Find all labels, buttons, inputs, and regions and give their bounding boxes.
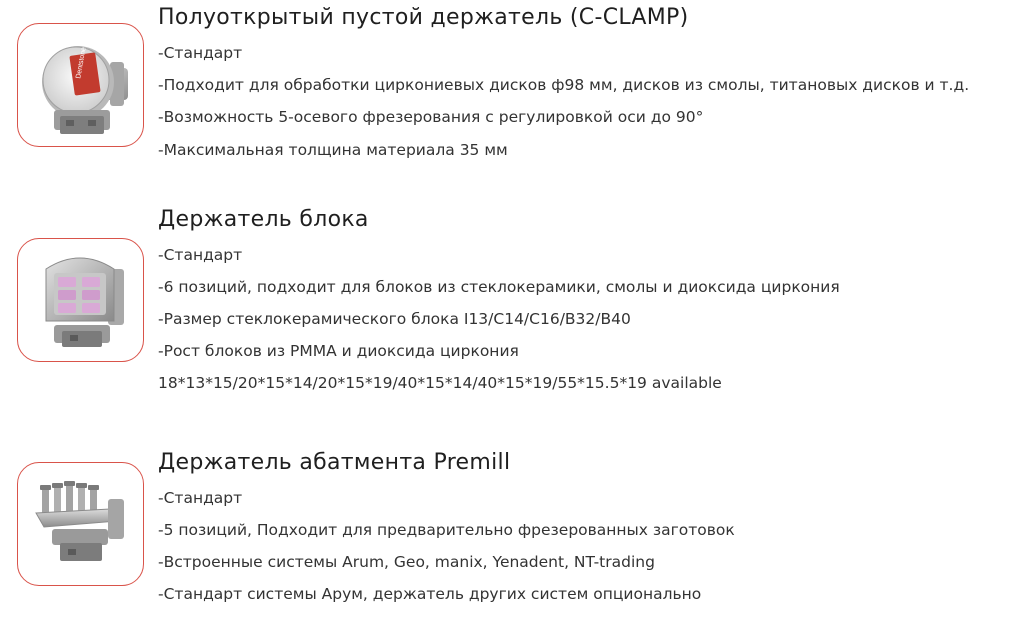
spec-line: -Рост блоков из PMMA и диоксида циркония [158,342,519,360]
block-holder-illustration [18,239,142,360]
spec-line: -Размер стеклокерамического блока I13/C14/C16/B32/B40 [158,310,631,328]
disc-label: Dentstone [75,46,88,80]
spec-line: 18*13*15/20*15*14/20*15*19/40*15*14/40*15*19/55*15.5*19 available [158,374,722,392]
premill-holder-image [17,462,144,586]
spec-line: -Максимальная толщина материала 35 мм [158,141,508,159]
c-clamp-holder-image [17,23,144,147]
product-title: Держатель блока [158,207,369,232]
spec-line: -5 позиций, Подходит для предварительно фрезерованных заготовок [158,521,735,539]
c-clamp-illustration [18,24,142,145]
premill-holder-illustration [18,463,142,584]
spec-line: -Стандарт [158,246,243,264]
spec-line: -Стандарт [158,44,243,62]
spec-line: -Подходит для обработки циркониевых дисков ф98 мм, дисков из смолы, титановых дисков и т.д. [158,76,970,94]
spec-line: -Стандарт системы Арум, держатель других систем опционально [158,585,702,603]
spec-line: -Стандарт [158,489,243,507]
spec-line: -Встроенные системы Arum, Geo, manix, Yenadent, NT-trading [158,553,655,571]
product-title: Полуоткрытый пустой держатель (C-CLAMP) [158,5,689,30]
spec-line: -6 позиций, подходит для блоков из стеклокерамики, смолы и диоксида циркония [158,278,840,296]
spec-line: -Возможность 5-осевого фрезерования с регулировкой оси до 90° [158,108,704,126]
product-title: Держатель абатмента Premill [158,450,511,475]
block-holder-image [17,238,144,362]
